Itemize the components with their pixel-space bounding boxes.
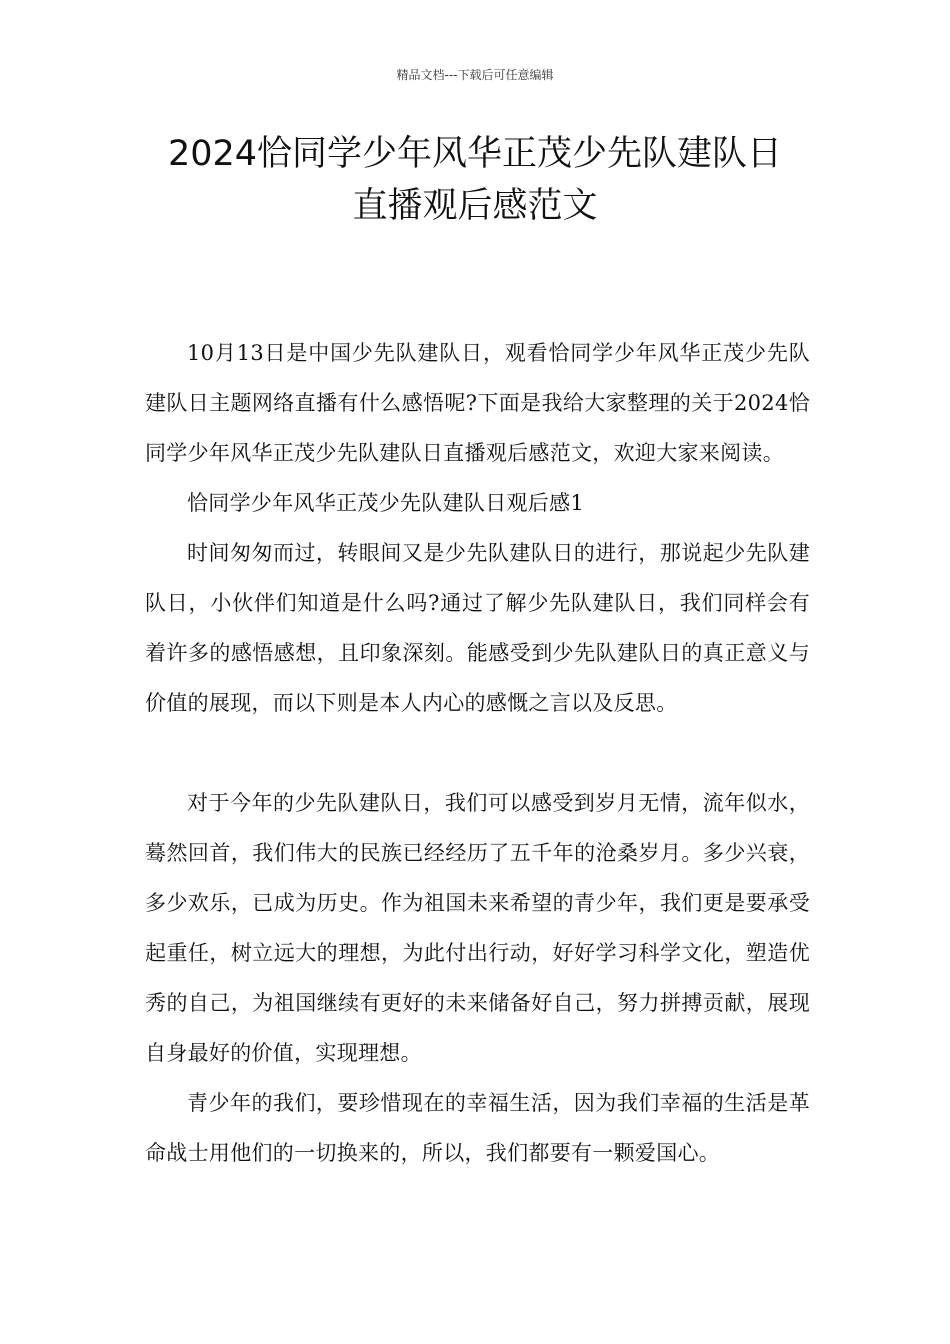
- document-body: [145, 328, 810, 1178]
- intro-paragraph: 10月13日是中国少先队建队日，观看恰同学少年风华正茂少先队建队日主题网络直播有什么感悟呢?下面是我给大家整理的关于2024恰同学少年风华正茂少先队建队日直播观后感范文，欢迎大家来阅读。: [145, 341, 810, 465]
- body-paragraph: 时间匆匆而过，转眼间又是少先队建队日的进行，那说起少先队建队日，小伙伴们知道是什么吗?通过了解少先队建队日，我们同样会有着许多的感悟感想，且印象深刻。能感受到少先队建队日的真正意义与价值的展现，而以下则是本人内心的感慨之言以及反思。: [145, 541, 810, 715]
- section-heading: 恰同学少年风华正茂少先队建队日观后感1: [187, 491, 585, 515]
- header-note: 精品文档---下载后可任意编辑: [396, 68, 554, 82]
- title-line-1: 2024恰同学少年风华正茂少先队建队日: [167, 134, 783, 174]
- title-line-2: 直播观后感范文: [352, 186, 598, 226]
- document-title: [100, 128, 850, 232]
- body-paragraph: 对于今年的少先队建队日，我们可以感受到岁月无情，流年似水，蓦然回首，我们伟大的民族已经经历了五千年的沧桑岁月。多少兴衰，多少欢乐，已成为历史。作为祖国未来希望的青少年，我们更是要承受起重任，树立远大的理想，为此付出行动，好好学习科学文化，塑造优秀的自己，为祖国继续有更好的未来储备好自己，努力拼搏贡献，展现自身最好的价值，实现理想。: [145, 791, 810, 1065]
- body-paragraph: 青少年的我们，要珍惜现在的幸福生活，因为我们幸福的生活是革命战士用他们的一切换来的，所以，我们都要有一颗爱国心。: [145, 1091, 810, 1165]
